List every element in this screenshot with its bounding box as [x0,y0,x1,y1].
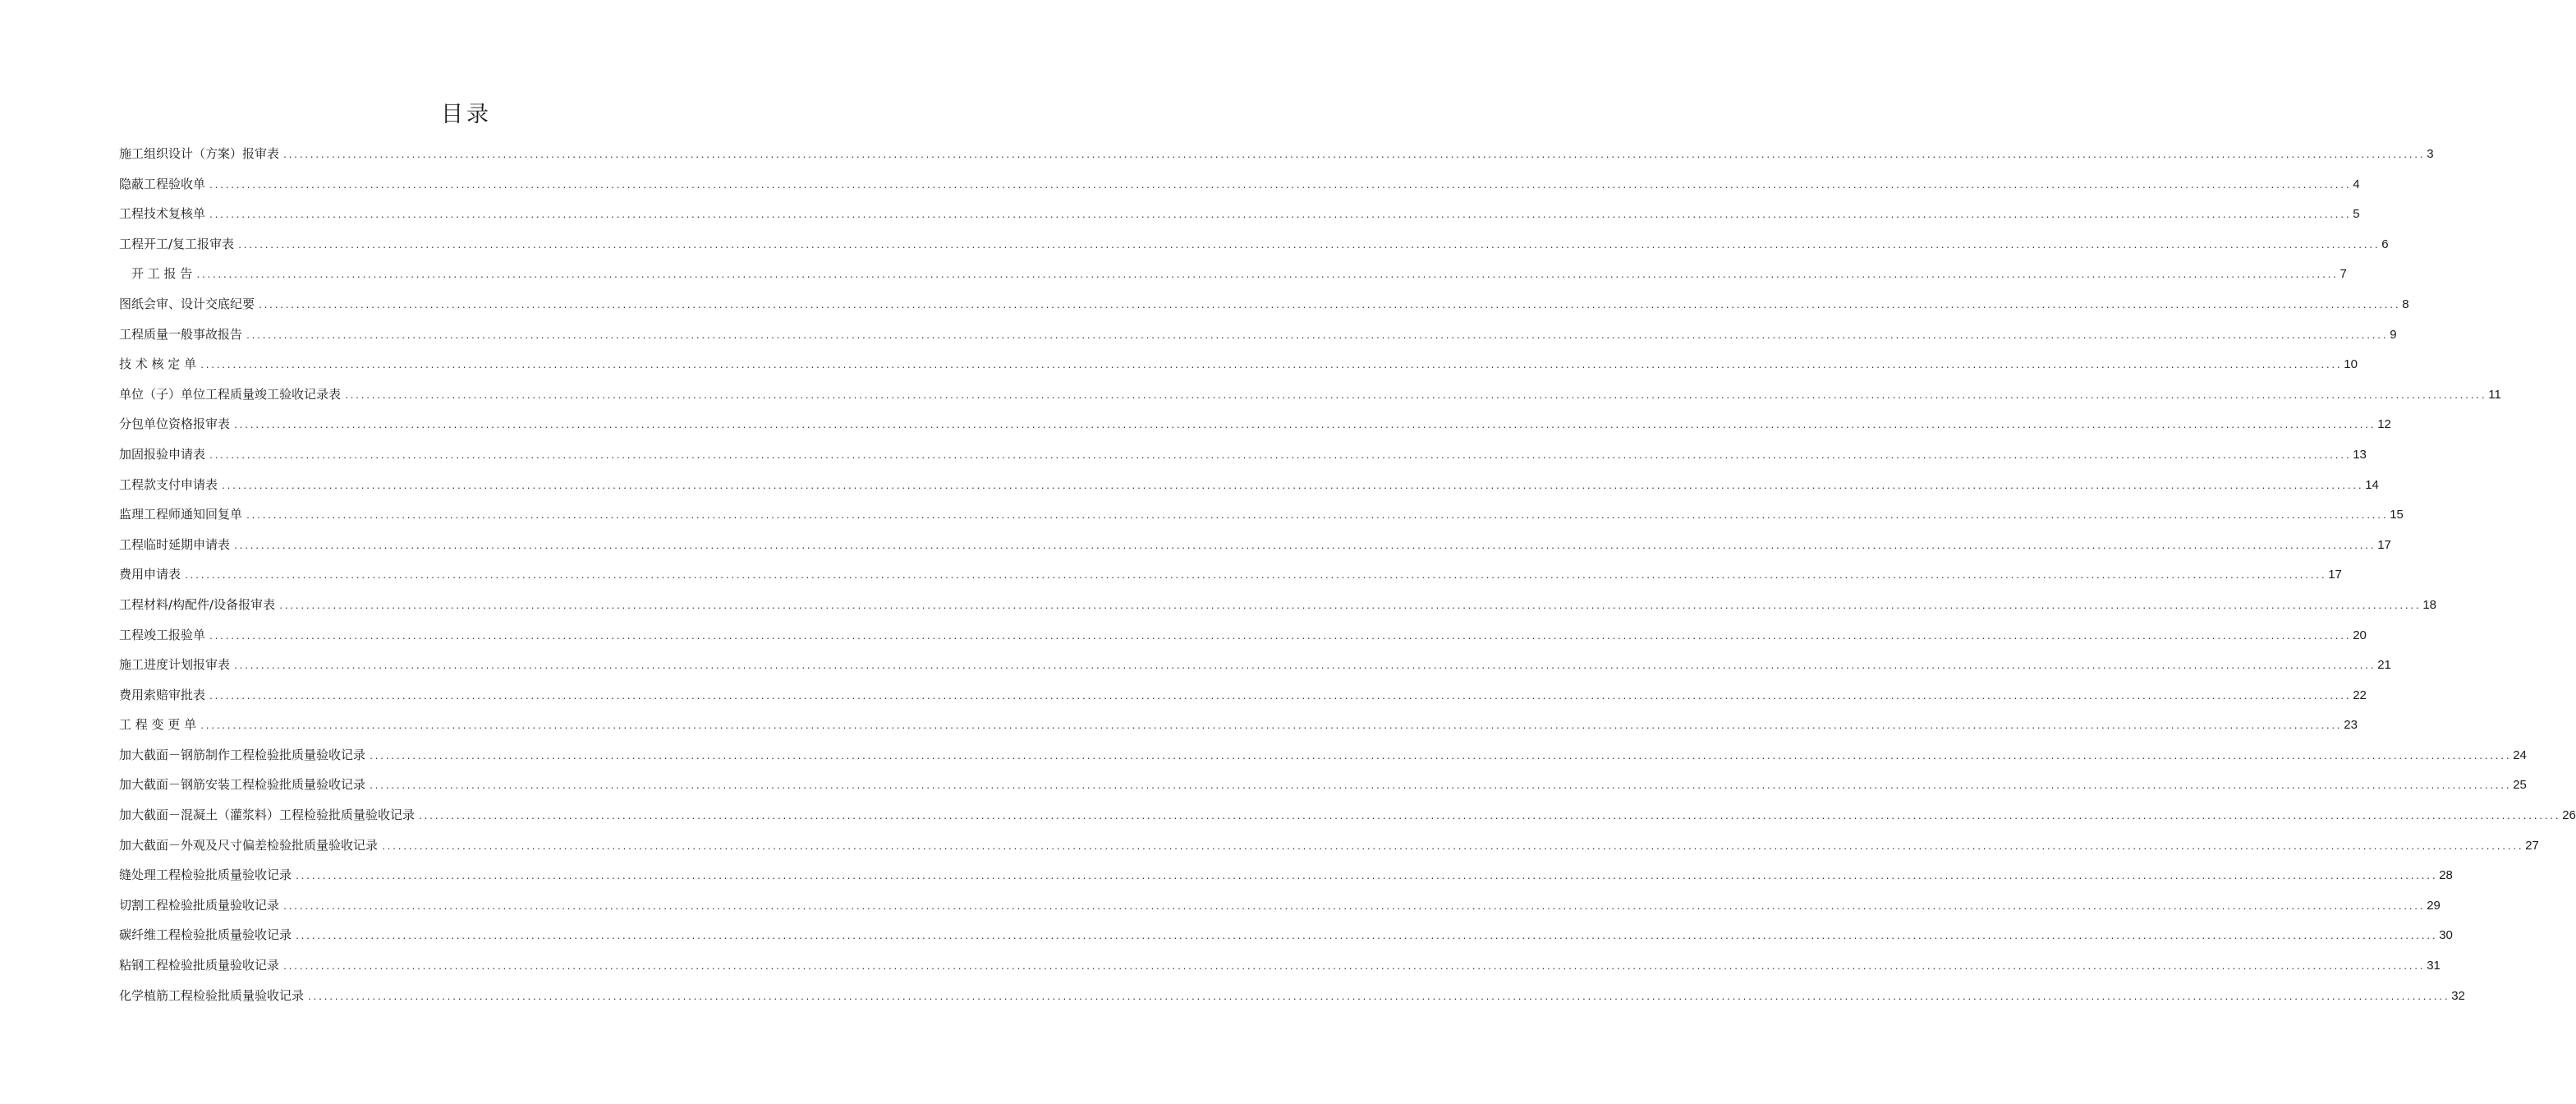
toc-entry[interactable] [119,259,2347,289]
toc-entry[interactable] [119,559,2342,590]
toc-entry-page-number[interactable]: 15 [2390,508,2404,522]
toc-entry[interactable] [119,229,2389,260]
toc-entry[interactable] [119,860,2453,890]
toc-entry[interactable] [119,199,2360,229]
toc-entry[interactable] [119,289,2409,320]
toc-entry-page-number[interactable]: 8 [2402,297,2409,311]
toc-dot-leader: ................................................................................................................................................................................................................................................................................................................................................................................................................ [282,902,2425,912]
toc-dot-leader: ................................................................................................................................................................................................................................................................................................................................................................................................................ [209,451,2351,461]
toc-dot-leader: ................................................................................................................................................................................................................................................................................................................................................................................................................ [295,872,2437,882]
toc-dot-leader: ................................................................................................................................................................................................................................................................................................................................................................................................................ [295,932,2437,942]
toc-entry-page-number[interactable]: 28 [2439,868,2453,883]
toc-entry[interactable] [119,770,2527,800]
toc-entry[interactable] [119,710,2358,740]
toc-entry-page-number[interactable]: 32 [2451,988,2465,1003]
toc-dot-leader: ................................................................................................................................................................................................................................................................................................................................................................................................................ [221,481,2363,491]
toc-entry-label[interactable]: 粘钢工程检验批质量验收记录 [119,958,280,973]
toc-entry[interactable] [119,620,2367,651]
toc-entry[interactable] [119,349,2358,380]
toc-dot-leader: ................................................................................................................................................................................................................................................................................................................................................................................................................ [233,541,2376,551]
toc-dot-leader: ................................................................................................................................................................................................................................................................................................................................................................................................................ [200,361,2342,371]
toc-entry[interactable] [119,920,2453,950]
toc-dot-leader: ................................................................................................................................................................................................................................................................................................................................................................................................................ [233,421,2376,431]
toc-dot-leader: ................................................................................................................................................................................................................................................................................................................................................................................................................ [307,992,2450,1002]
toc-entry-label[interactable]: 缝处理工程检验批质量验收记录 [119,867,292,883]
toc-entry-label[interactable]: 开 工 报 告 [119,266,193,282]
toc-entry[interactable] [119,139,2434,169]
toc-entry-page-number[interactable]: 30 [2439,928,2453,943]
toc-entry-label[interactable]: 施工进度计划报审表 [119,657,231,673]
toc-entry-label[interactable]: 工程竣工报验单 [119,627,206,642]
toc-dot-leader: ................................................................................................................................................................................................................................................................................................................................................................................................................ [237,241,2380,251]
toc-entry[interactable] [119,169,2360,200]
toc-entry-page-number[interactable]: 18 [2422,597,2436,612]
toc-dot-leader: ................................................................................................................................................................................................................................................................................................................................................................................................................ [209,211,2351,221]
toc-entry-label[interactable]: 分包单位资格报审表 [119,416,231,432]
table-of-contents [119,139,2576,1010]
toc-entry-page-number[interactable]: 23 [2344,718,2358,733]
toc-entry-label[interactable]: 图纸会审、设计交底纪要 [119,296,255,311]
toc-entry-page-number[interactable]: 6 [2381,237,2389,251]
toc-entry[interactable] [119,800,2576,830]
toc-dot-leader: ................................................................................................................................................................................................................................................................................................................................................................................................................ [209,181,2351,191]
toc-entry-label[interactable]: 加大截面－外观及尺寸偏差检验批质量验收记录 [119,837,379,853]
toc-entry-label[interactable]: 加大截面－钢筋制作工程检验批质量验收记录 [119,747,366,762]
toc-entry[interactable] [119,470,2379,500]
toc-entry-page-number[interactable]: 17 [2377,537,2391,552]
toc-entry[interactable] [119,680,2367,711]
toc-dot-leader: ................................................................................................................................................................................................................................................................................................................................................................................................................ [418,812,2560,822]
toc-entry-label[interactable]: 费用申请表 [119,567,181,582]
toc-entry-label[interactable]: 工程款支付申请表 [119,476,218,492]
toc-entry-page-number[interactable]: 31 [2427,959,2441,973]
toc-entry-label[interactable]: 加大截面－混凝土（灌浆料）工程检验批质量验收记录 [119,807,416,823]
toc-entry-label[interactable]: 技 术 核 定 单 [119,356,197,372]
toc-entry[interactable] [119,590,2436,620]
toc-dot-leader: ................................................................................................................................................................................................................................................................................................................................................................................................................ [278,601,2421,611]
toc-entry[interactable] [119,499,2404,530]
toc-entry-label[interactable]: 单位（子）单位工程质量竣工验收记录表 [119,386,342,402]
toc-entry-page-number[interactable]: 22 [2353,688,2367,702]
toc-entry-label[interactable]: 费用索赔审批表 [119,687,206,702]
toc-entry-label[interactable]: 加大截面－钢筋安装工程检验批质量验收记录 [119,777,366,793]
toc-dot-leader: ................................................................................................................................................................................................................................................................................................................................................................................................................ [258,301,2400,310]
toc-entry-page-number[interactable]: 14 [2365,477,2379,492]
toc-entry[interactable] [119,380,2501,410]
toc-entry[interactable] [119,981,2465,1011]
toc-entry-page-number[interactable]: 25 [2513,778,2527,793]
toc-entry[interactable] [119,890,2441,921]
toc-entry-label[interactable]: 切割工程检验批质量验收记录 [119,897,280,913]
toc-dot-leader: ................................................................................................................................................................................................................................................................................................................................................................................................................ [246,331,2388,341]
toc-entry-page-number[interactable]: 10 [2344,357,2358,372]
toc-entry-page-number[interactable]: 17 [2328,568,2342,582]
toc-entry-page-number[interactable]: 12 [2377,417,2391,432]
toc-entry-label[interactable]: 工程技术复核单 [119,206,206,222]
toc-entry[interactable] [119,830,2539,861]
toc-entry-page-number[interactable]: 7 [2340,267,2347,282]
toc-entry-label[interactable]: 工程材料/构配件/设备报审表 [119,596,276,612]
toc-entry[interactable] [119,650,2391,680]
toc-entry-page-number[interactable]: 21 [2377,658,2391,673]
toc-entry-label[interactable]: 工 程 变 更 单 [119,717,197,733]
toc-entry-page-number[interactable]: 29 [2427,898,2441,913]
toc-entry[interactable] [119,530,2391,560]
title-char-mu: 目 [441,102,463,127]
toc-entry-label[interactable]: 工程质量一般事故报告 [119,326,243,342]
toc-dot-leader: ................................................................................................................................................................................................................................................................................................................................................................................................................ [209,692,2351,702]
toc-entry-page-number[interactable]: 4 [2353,177,2360,191]
toc-entry-label[interactable]: 碳纤维工程检验批质量验收记录 [119,927,292,943]
toc-dot-leader: ................................................................................................................................................................................................................................................................................................................................................................................................................ [200,722,2342,732]
toc-dot-leader: ................................................................................................................................................................................................................................................................................................................................................................................................................ [233,662,2376,672]
toc-entry-label[interactable]: 工程临时延期申请表 [119,536,231,552]
toc-entry[interactable] [119,950,2441,981]
toc-entry-page-number[interactable]: 26 [2562,808,2576,823]
toc-entry-label[interactable]: 工程开工/复工报审表 [119,236,235,251]
toc-dot-leader: ................................................................................................................................................................................................................................................................................................................................................................................................................ [369,752,2511,761]
toc-entry-page-number[interactable]: 24 [2513,748,2527,762]
toc-dot-leader: ................................................................................................................................................................................................................................................................................................................................................................................................................ [369,782,2511,792]
title-char-lu: 录 [466,102,489,127]
toc-entry-page-number[interactable]: 9 [2390,327,2397,342]
toc-entry-label[interactable]: 施工组织设计（方案）报审表 [119,146,280,161]
toc-entry-label[interactable]: 监理工程师通知回复单 [119,507,243,522]
toc-entry-label[interactable]: 化学植筋工程检验批质量验收记录 [119,987,305,1003]
toc-entry[interactable] [119,320,2397,350]
toc-dot-leader: ................................................................................................................................................................................................................................................................................................................................................................................................................ [195,271,2338,281]
toc-dot-leader: ................................................................................................................................................................................................................................................................................................................................................................................................................ [282,963,2425,973]
toc-entry[interactable] [119,409,2391,439]
toc-entry-page-number[interactable]: 11 [2488,387,2501,402]
toc-title [441,100,489,130]
toc-entry-page-number[interactable]: 5 [2353,207,2360,222]
toc-entry-page-number[interactable]: 27 [2525,838,2539,853]
toc-entry-label[interactable]: 加固报验申请表 [119,446,206,462]
toc-dot-leader: ................................................................................................................................................................................................................................................................................................................................................................................................................ [209,632,2351,642]
toc-entry-page-number[interactable]: 13 [2353,447,2367,462]
toc-dot-leader: ................................................................................................................................................................................................................................................................................................................................................................................................................ [184,572,2326,582]
toc-dot-leader: ................................................................................................................................................................................................................................................................................................................................................................................................................ [246,512,2388,522]
toc-entry-page-number[interactable]: 20 [2353,628,2367,642]
toc-entry[interactable] [119,740,2527,770]
toc-dot-leader: ................................................................................................................................................................................................................................................................................................................................................................................................................ [282,151,2425,160]
toc-entry-page-number[interactable]: 3 [2427,147,2434,161]
toc-dot-leader: ................................................................................................................................................................................................................................................................................................................................................................................................................ [381,842,2523,852]
toc-entry-label[interactable]: 隐蔽工程验收单 [119,176,206,191]
toc-dot-leader: ................................................................................................................................................................................................................................................................................................................................................................................................................ [344,391,2486,401]
toc-entry[interactable] [119,439,2367,470]
